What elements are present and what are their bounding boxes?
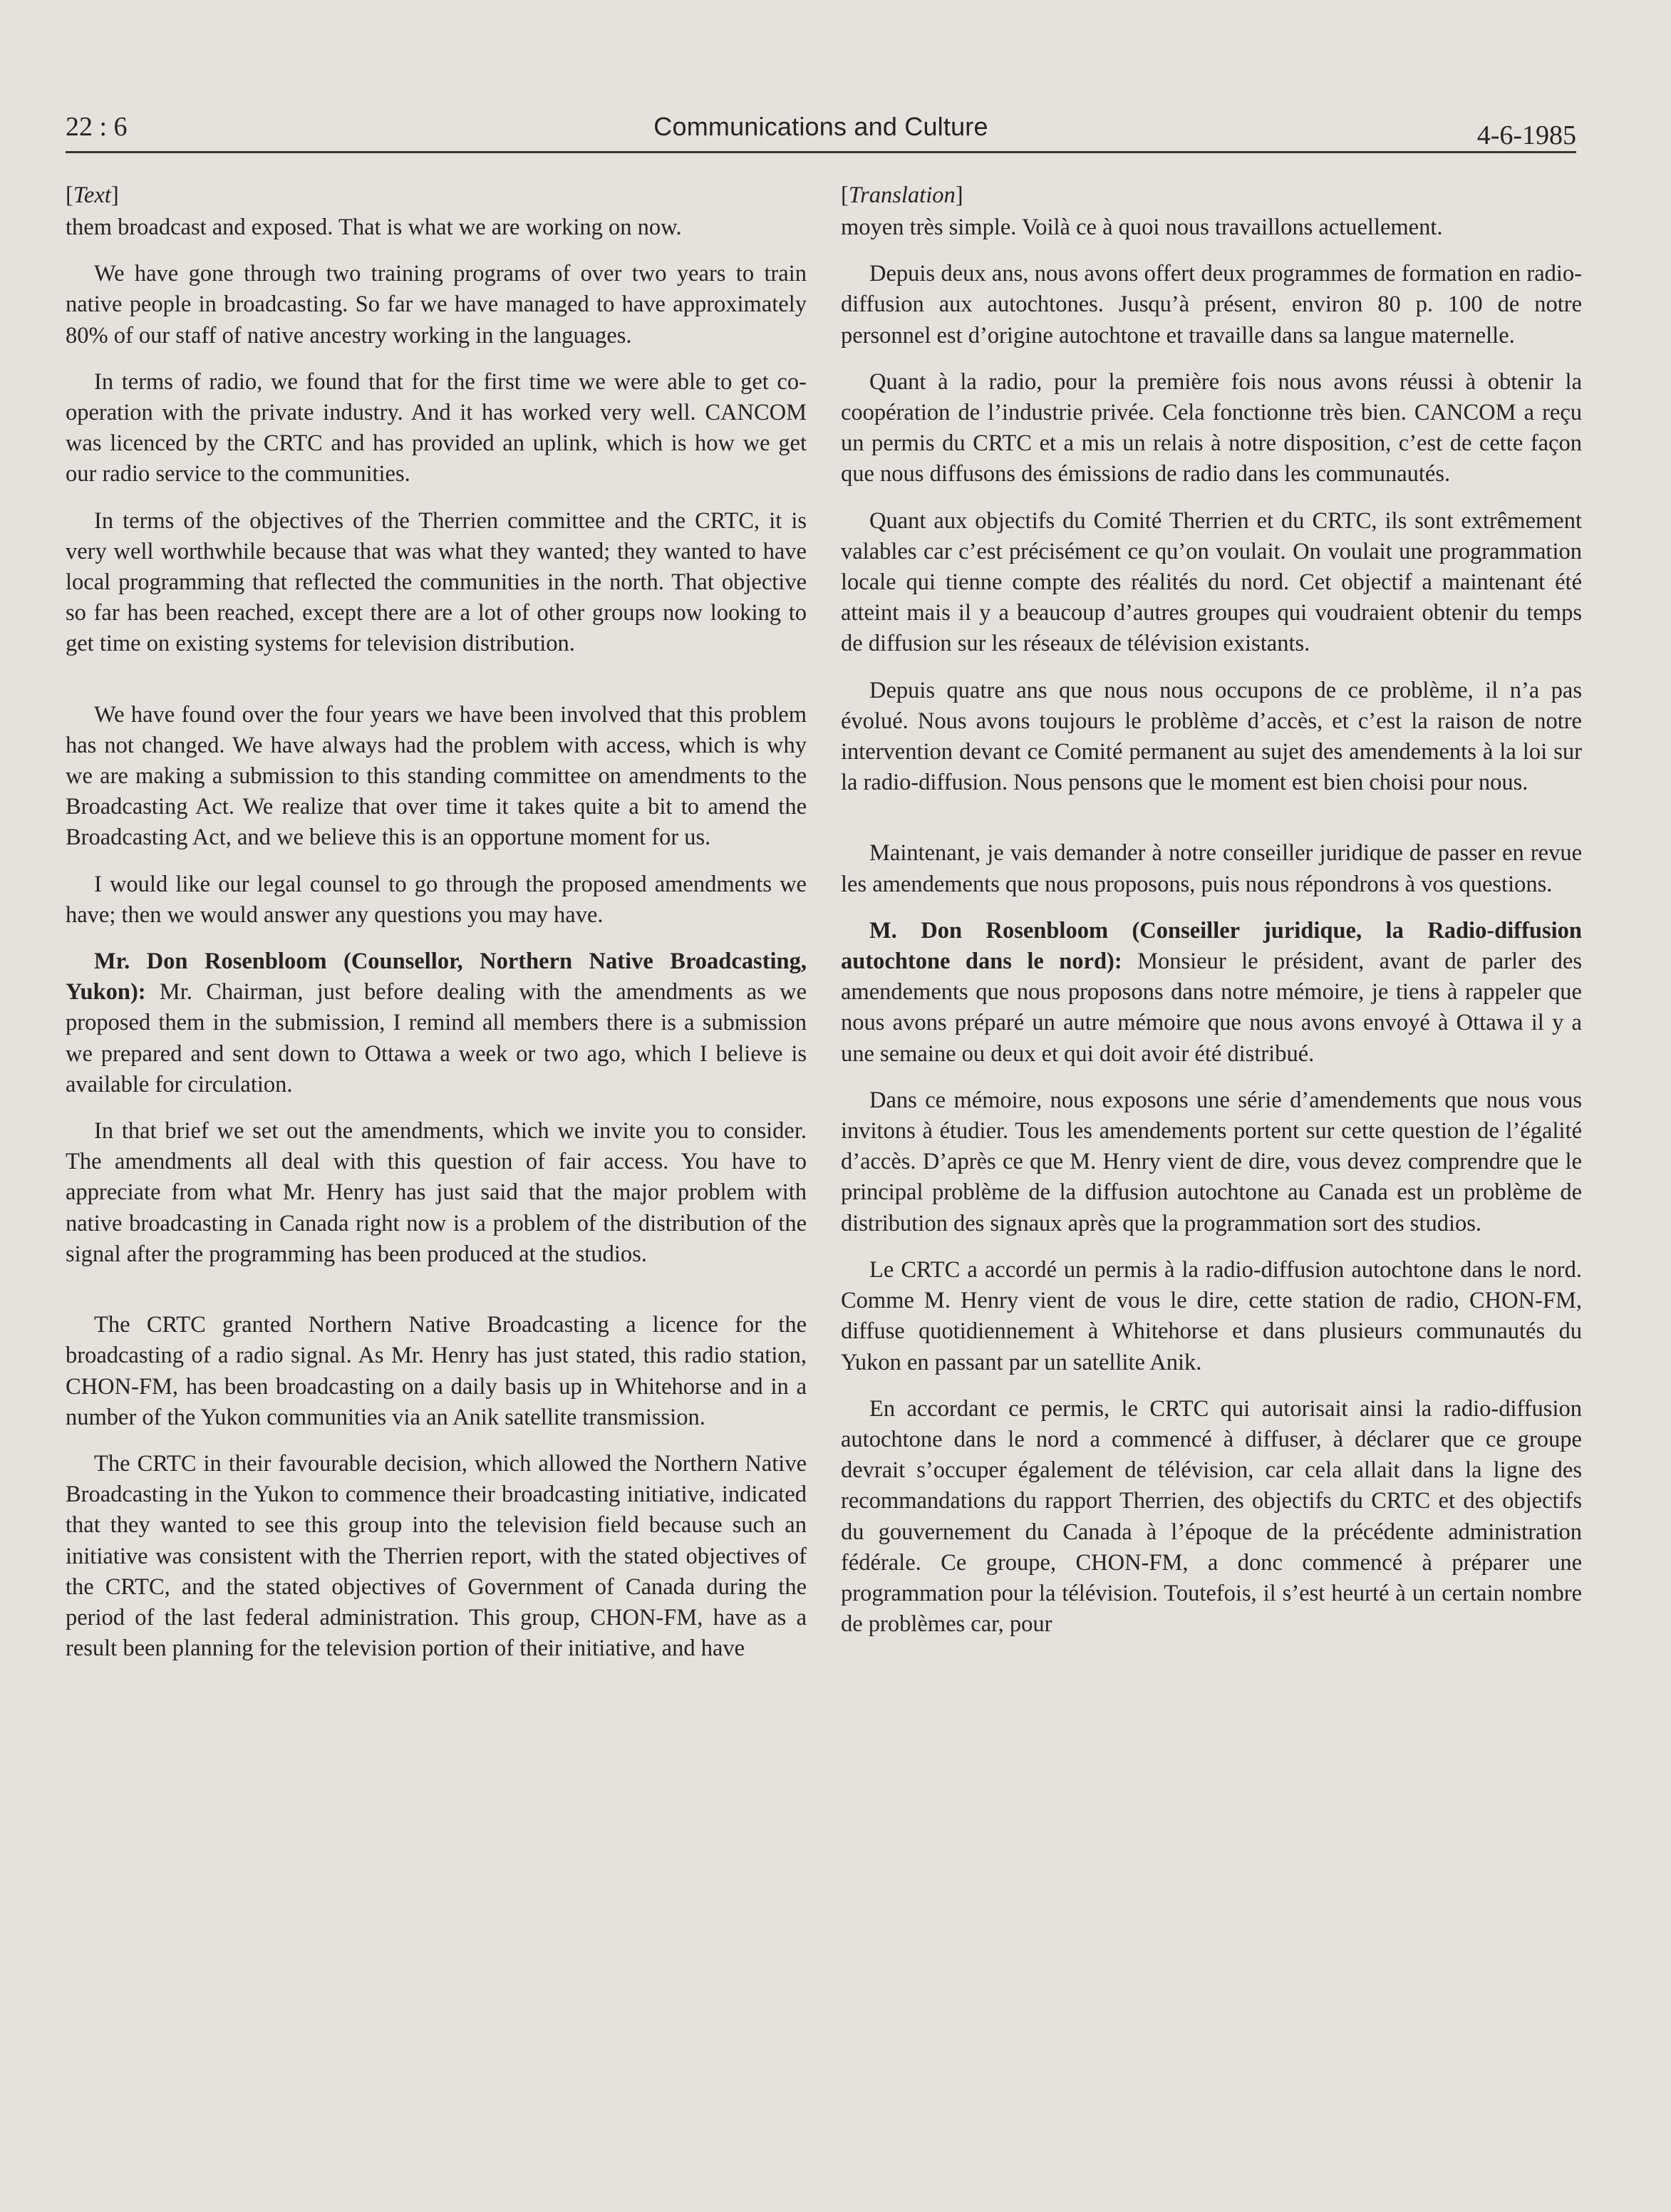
paragraph: Quant aux objectifs du Comité Therrien et du CRTC, ils sont extrêmement valables car c’est précisément ce qu’on voulait. On voulait une programmation locale qui tienne compte des réalités du nord. Cet objectif a maintenant été atteint mais il y a beaucoup d’autres groupes qui voudraient obtenir du temps de diffusion sur les réseaux de télévision existants.: [841, 507, 1582, 657]
french-column: [841, 180, 1582, 1655]
speaker-remarks: Monsieur le président, avant de parler des amendements que nous proposons dans notre mémoire, je tiens à rappeler que nous avons préparé un autre mémoire que nous avons envoyé à Ottawa il y a une semaine ou deux et qui doit avoir été distribué.: [841, 949, 1583, 1067]
paragraph: them broadcast and exposed. That is what we are working on now.: [66, 215, 682, 240]
paragraph: Maintenant, je vais demander à notre conseiller juridique de passer en revue les amendements que nous proposons, puis nous répondrons à vos questions.: [841, 840, 1582, 897]
issue-date: 4-6-1985: [1476, 120, 1576, 150]
paragraph: We have found over the four years we have been involved that this problem has not changed. We have always had the problem with access, which is why we are making a submission to this standing committee on amendments to the Broadcasting Act. We realize that over time it takes quite a bit to amend the Broadcasting Act, and we believe this is an opportune moment for us.: [66, 701, 807, 851]
paragraph: In terms of radio, we found that for the first time we were able to get co-operation with the private industry. And it has worked very well. CANCOM was licenced by the CRTC and has provided an uplink, which is how we get our radio service to the communities.: [66, 368, 807, 487]
paragraph: Depuis quatre ans que nous nous occupons de ce problème, il n’a pas évolué. Nous avons toujours le problème d’accès, et c’est la raison de notre intervention devant ce Comité permanent au sujet des amendements à la loi sur la radio-diffusion. Nous pensons que le moment est bien choisi pour nous.: [841, 677, 1582, 796]
english-column: [66, 180, 807, 1680]
paragraph: Quant à la radio, pour la première fois nous avons réussi à obtenir la coopération de l’industrie privée. Cela fonctionne très bien. CANCOM a reçu un permis du CRTC et a mis un relais à notre disposition, c’est de cette façon que nous diffusons des émissions de radio dans les communautés.: [841, 368, 1582, 487]
paragraph: In terms of the objectives of the Therrien committee and the CRTC, it is very well worthwhile because that was what they wanted; they wanted to have local programming that reflected the communities in the north. That objective so far has been reached, except there are a lot of other groups now looking to get time on existing systems for television distribution.: [66, 507, 807, 657]
speaker-name: M. Don Rosenbloom (Conseiller juridique, la Radio-diffusion autochtone dans le nord):: [841, 917, 1582, 975]
page-number: 22 : 6: [66, 112, 128, 142]
paragraph: In that brief we set out the amendments, which we invite you to consider. The amendments all deal with this question of fair access. You have to appreciate from what Mr. Henry has just said that the major problem with native broadcasting in Canada right now is a problem of the distribution of the signal after the programming has been produced at the studios.: [66, 1118, 807, 1267]
speaker-remarks: Mr. Chairman, just before dealing with the amendments as we proposed them in the submission, I remind all members there is a submission we prepared and sent down to Ottawa a week or two ago, which I believe is available for circulation.: [66, 979, 807, 1097]
paragraph: I would like our legal counsel to go through the proposed amendments we have; then we would answer any questions you may have.: [66, 871, 807, 928]
paragraph: Depuis deux ans, nous avons offert deux programmes de formation en radio-diffusion aux autochtones. Jusqu’à présent, environ 80 p. 100 de notre personnel est d’origine autochtone et travaille dans sa langue maternelle.: [841, 261, 1582, 348]
publication-title: Communications and Culture: [653, 112, 988, 141]
paragraph: Dans ce mémoire, nous exposons une série d’amendements que nous vous invitons à étudier. Tous les amendements portent sur cette question de l’égalité d’accès. D’après ce que M. Henry vient de dire, vous devez comprendre que le principal problème de la diffusion autochtone au Canada est un problème de distribution des signaux après que la programmation sort des studios.: [841, 1087, 1582, 1236]
paragraph: The CRTC granted Northern Native Broadcasting a licence for the broadcasting of a radio signal. As Mr. Henry has just stated, this radio station, CHON-FM, has been broadcasting on a daily basis up in Whitehorse and in a number of the Yukon communities via an Anik satellite transmission.: [66, 1312, 807, 1430]
paragraph: We have gone through two training programs of over two years to train native people in broadcasting. So far we have managed to have approximately 80% of our staff of native ancestry working in the languages.: [66, 261, 807, 348]
paragraph: The CRTC in their favourable decision, which allowed the Northern Native Broadcasting in the Yukon to commence their broadcasting initiative, indicated that they wanted to see this group into the television field because such an initiative was consistent with the Therrien report, with the stated objectives of the CRTC, and the stated objectives of Government of Canada during the period of the last federal administration. This group, CHON-FM, have as a result been planning for the television portion of their initiative, and have: [66, 1450, 807, 1662]
column-label-text: [Text]: [66, 182, 119, 208]
speaker-name: Mr. Don Rosenbloom (Counsellor, Northern Native Broadcasting, Yukon):: [66, 949, 807, 1006]
speaker-paragraph: [841, 916, 1582, 1070]
paragraph: En accordant ce permis, le CRTC qui autorisait ainsi la radio-diffusion autochtone dans le nord a commencé à diffuser, à déclarer que ce groupe devrait s’occuper également de télévision, car cela allait dans la ligne des recommandations du rapport Therrien, des objectifs du CRTC et des objectifs du gouvernement du Canada à l’époque de la précédente administration fédérale. Ce groupe, CHON-FM, a donc commencé à préparer une programmation pour la télévision. Toutefois, il s’est heurté à un certain nombre de problèmes car, pour: [841, 1395, 1582, 1638]
running-head: [66, 107, 1576, 153]
speaker-paragraph: [66, 946, 807, 1100]
paragraph: moyen très simple. Voilà ce à quoi nous travaillons actuellement.: [841, 215, 1443, 240]
paragraph: Le CRTC a accordé un permis à la radio-diffusion autochtone dans le nord. Comme M. Henry vient de vous le dire, cette station de radio, CHON-FM, diffuse quotidiennement à Whitehorse et dans plusieurs communautés du Yukon en passant par un satellite Anik.: [841, 1256, 1582, 1375]
column-label-translation: [Translation]: [841, 182, 963, 208]
